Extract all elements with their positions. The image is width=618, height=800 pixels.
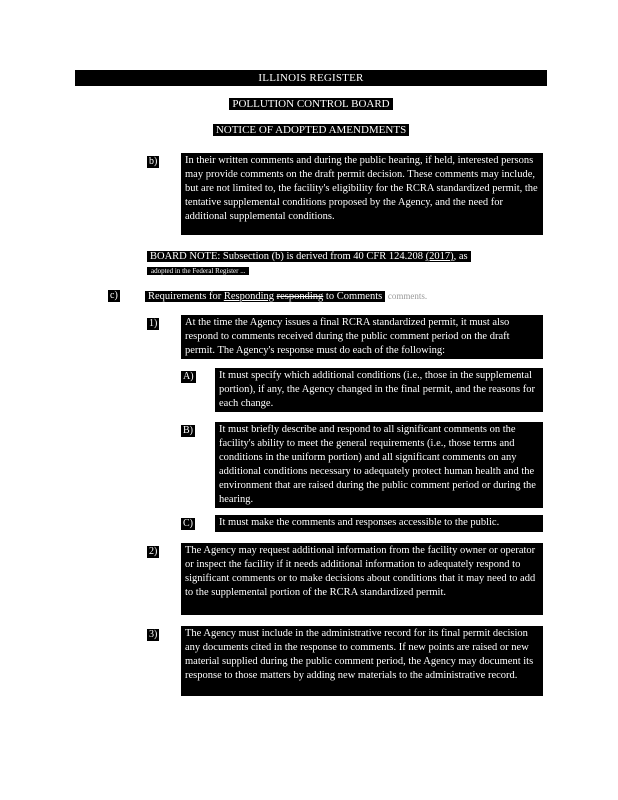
subitem-c-text: It must make the comments and responses accessible to the public.: [215, 515, 543, 532]
subitem-a-label: A): [183, 371, 194, 382]
subitem-b-label: B): [183, 425, 193, 436]
item-1-label: 1): [149, 318, 158, 329]
notice-title: NOTICE OF ADOPTED AMENDMENTS: [75, 124, 547, 137]
item-2-text: The Agency may request additional information from the facility owner or operator or inspect the facility if it needs additional information to adequately respond to significant comments or to make decisions about conditions that it may need to add to the supplemental portion of the RCRA standardized permit.: [181, 543, 543, 615]
para-b-text: In their written comments and during the public hearing, if held, interested persons may provide comments on the draft permit decision. These comments may include, but are not limited to, the facility's eligibility for the RCRA standardized permit, the tentative supplemental conditions proposed by the Agency, and the need for additional supplemental conditions.: [181, 153, 543, 235]
item-3-text: The Agency must include in the administrative record for its final permit decision any documents cited in the response to comments. If new points are raised or new material supplied during the public comment period, the Agency may document its response to those matters by adding new materials to the administrative record.: [181, 626, 543, 696]
subitem-c-label: C): [183, 518, 193, 529]
register-title-bar: [75, 70, 547, 86]
board-title: POLLUTION CONTROL BOARD: [75, 98, 547, 111]
board-note: BOARD NOTE: Subsection (b) is derived from 40 CFR 124.208 (2017), as: [147, 250, 471, 263]
item-3-label: 3): [149, 629, 158, 640]
section-c-label: c): [110, 290, 118, 301]
item-2-label: 2): [149, 546, 158, 557]
para-b-label: b): [149, 156, 158, 167]
subitem-b-text: It must briefly describe and respond to all significant comments on the facility's ability to meet the general requirements (i.e., those terms and conditions in the uniform portion) and all significant comments on any additional conditions necessary to adequately protect human health and the environment that are raised during the public comment period or during the hearing.: [215, 422, 543, 508]
item-1-text: At the time the Agency issues a final RCRA standardized permit, it must also respond to comments received during the public comment period on the draft permit. The Agency's response must do each of the following:: [181, 315, 543, 359]
section-c-heading: Requirements for Responding responding to Comments comments.: [145, 290, 427, 303]
subitem-a-text: It must specify which additional conditions (i.e., those in the supplemental portion), if any, the Agency changed in the final permit, and the reasons for each change.: [215, 368, 543, 412]
board-note-line-2: adopted in the Federal Register ...: [147, 264, 249, 278]
register-title: ILLINOIS REGISTER: [254, 72, 367, 84]
